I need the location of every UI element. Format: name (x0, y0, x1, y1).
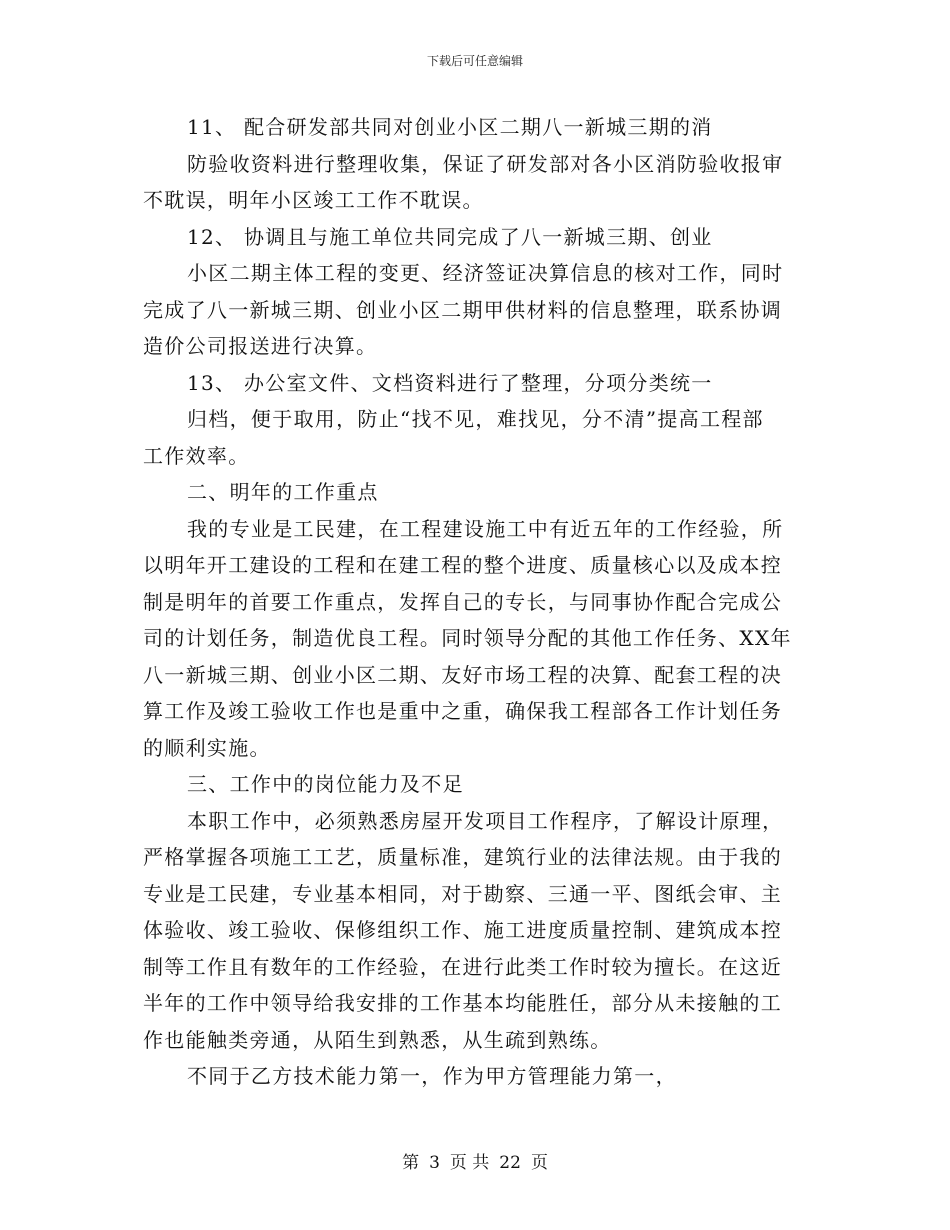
footer-mid: 页 共 (449, 1153, 490, 1173)
paragraph-line: 13、 办公室文件、文档资料进行了整理，分项分类统一 (187, 370, 713, 395)
paragraph-line: 制等工作且有数年的工作经验，在进行此类工作时较为擅长。在这近 (143, 954, 782, 979)
paragraph-line: 体验收、竣工验收、保修组织工作、施工进度质量控制、建筑成本控 (143, 918, 782, 942)
paragraph-line: 专业是工民建，专业基本相同，对于勘察、三通一平、图纸会审、主 (143, 881, 782, 906)
paragraph-line: 防验收资料进行整理收集，保证了研发部对各小区消防验收报审 (187, 151, 784, 176)
section-heading: 三、工作中的岗位能力及不足 (187, 772, 464, 796)
paragraph-line: 制是明年的首要工作重点，发挥自己的专长，与同事协作配合完成公 (143, 589, 782, 614)
document-body (143, 109, 807, 1095)
paragraph-line: 不耽误，明年小区竣工工作不耽误。 (143, 188, 484, 212)
paragraph-line: 作也能触类旁通，从陌生到熟悉，从生疏到熟练。 (143, 1027, 612, 1052)
paragraph-line: 司的计划任务，制造优良工程。同时领导分配的其他工作任务、XX年 (143, 626, 792, 650)
paragraph-line: 本职工作中，必须熟悉房屋开发项目工作程序，了解设计原理， (187, 808, 784, 833)
page-header: 下载后可任意编辑 (426, 54, 523, 68)
paragraph-line: 12、 协调且与施工单位共同完成了八一新城三期、创业 (187, 224, 713, 249)
paragraph-line: 算工作及竣工验收工作也是重中之重，确保我工程部各工作计划任务 (143, 699, 782, 723)
paragraph-line: 工作效率。 (143, 443, 250, 468)
paragraph-line: 的顺利实施。 (143, 735, 271, 760)
footer-suffix: 页 (530, 1153, 548, 1173)
paragraph-line: 造价公司报送进行决算。 (143, 334, 378, 358)
paragraph-line: 归档，便于取用，防止“找不见，难找见，分不清”提高工程部 (187, 407, 764, 431)
page-footer (0, 1152, 950, 1174)
footer-page-number: 3 (429, 1153, 440, 1173)
paragraph-line: 八一新城三期、创业小区二期、友好市场工程的决算、配套工程的决 (143, 662, 782, 687)
paragraph-line: 严格掌握各项施工工艺，质量标准，建筑行业的法律法规。由于我的 (143, 845, 782, 869)
paragraph-line: 以明年开工建设的工程和在建工程的整个进度、质量核心以及成本控 (143, 553, 782, 577)
paragraph-line: 完成了八一新城三期、创业小区二期甲供材料的信息整理，联系协调 (143, 297, 782, 322)
footer-total-pages: 22 (499, 1153, 521, 1173)
footer-prefix: 第 (402, 1153, 420, 1173)
paragraph-line: 11、 配合研发部共同对创业小区二期八一新城三期的消 (187, 115, 713, 139)
section-heading: 二、明年的工作重点 (187, 480, 379, 504)
paragraph-line: 小区二期主体工程的变更、经济签证决算信息的核对工作，同时 (187, 261, 784, 285)
paragraph-line: 我的专业是工民建，在工程建设施工中有近五年的工作经验，所 (187, 516, 784, 541)
paragraph-line: 不同于乙方技术能力第一，作为甲方管理能力第一， (187, 1064, 677, 1088)
paragraph-line: 半年的工作中领导给我安排的工作基本均能胜任，部分从未接触的工 (143, 991, 782, 1015)
